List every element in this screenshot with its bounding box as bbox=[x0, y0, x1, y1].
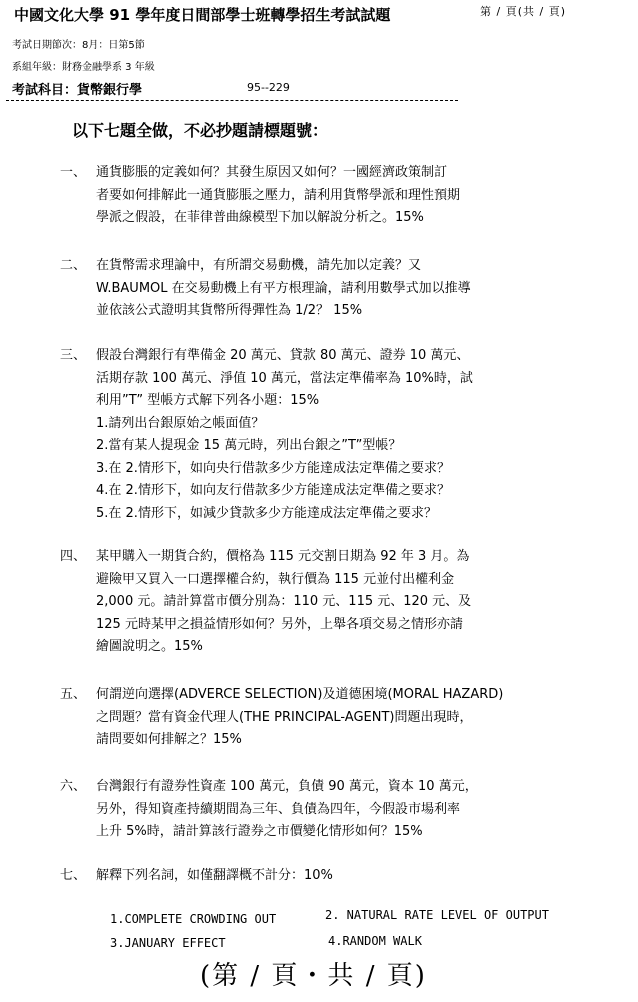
question-line: 之問題？當有資金代理人(THE PRINCIPAL-AGENT)問題出現時， bbox=[96, 709, 473, 725]
header-divider bbox=[6, 100, 458, 101]
question-3 bbox=[60, 345, 590, 525]
term-3: 3.JANUARY EFFECT bbox=[110, 936, 226, 950]
question-line: 何謂逆向選擇(ADVERCE SELECTION)及道德困境(MORAL HAZARD) bbox=[96, 687, 504, 702]
question-line: 125 元時某甲之損益情形如何？另外，上舉各項交易之情形亦請 bbox=[96, 616, 463, 632]
question-number: 四、 bbox=[60, 549, 87, 564]
question-line: 某甲購入一期貨合約，價格為 115 元交割日期為 92 年 3 月。為 bbox=[96, 549, 470, 564]
instructions: 以下七題全做，不必抄題請標題號： bbox=[72, 121, 329, 140]
question-line: 並依該公式證明其貨幣所得彈性為 1/2？ 15% bbox=[96, 303, 363, 318]
question-7 bbox=[60, 865, 590, 888]
question-line: W.BAUMOL 在交易動機上有平方根理論，請利用數學式加以推導 bbox=[96, 280, 471, 296]
question-number: 三、 bbox=[60, 348, 87, 363]
exam-date: 考試日期節次：8月：日第5節 bbox=[12, 40, 145, 51]
question-line: 繪圖說明之。15% bbox=[96, 639, 203, 654]
page-footer: (第 / 頁・共 / 頁) bbox=[200, 961, 427, 991]
question-line: 利用”T” 型帳方式解下列各小題：15% bbox=[96, 393, 320, 408]
question-line: 上升 5%時，請計算該行證券之市價變化情形如何？15% bbox=[96, 824, 423, 839]
question-number: 七、 bbox=[60, 868, 87, 883]
question-line: 通貨膨脹的定義如何？其發生原因又如何？一國經濟政策制訂 bbox=[96, 165, 448, 180]
question-line: 活期存款 100 萬元、淨值 10 萬元，當法定準備率為 10%時，試 bbox=[96, 370, 473, 386]
exam-code: 95--229 bbox=[247, 81, 290, 94]
question-line: 2.當有某人提現金 15 萬元時，列出台銀之”T”型帳？ bbox=[96, 438, 402, 453]
question-line: 4.在 2.情形下，如向友行借款多少方能達成法定準備之要求？ bbox=[96, 483, 450, 498]
question-number: 二、 bbox=[60, 258, 87, 273]
question-6 bbox=[60, 776, 590, 844]
grade-info: 系組年級：財務金融學系 3 年級 bbox=[12, 62, 155, 73]
question-number: 一、 bbox=[60, 165, 87, 180]
page-indicator: 第 / 頁(共 / 頁) bbox=[480, 5, 566, 18]
question-line: 另外，得知資產持續期間為三年、負債為四年，今假設市場利率 bbox=[96, 801, 461, 817]
question-number: 五、 bbox=[60, 687, 87, 702]
term-4: 4.RANDOM WALK bbox=[328, 934, 422, 948]
question-line: 3.在 2.情形下，如向央行借款多少方能達成法定準備之要求？ bbox=[96, 460, 450, 476]
question-line: 學派之假設，在菲律普曲線模型下加以解說分析之。15% bbox=[96, 210, 424, 225]
question-line: 5.在 2.情形下，如減少貸款多少方能達成法定準備之要求？ bbox=[96, 505, 437, 521]
question-number: 六、 bbox=[60, 779, 87, 794]
question-line: 假設台灣銀行有準備金 20 萬元、貸款 80 萬元、證券 10 萬元、 bbox=[96, 348, 470, 363]
exam-title: 中國文化大學 91 學年度日間部學士班轉學招生考試試題 bbox=[14, 6, 391, 24]
question-1 bbox=[60, 162, 590, 230]
question-line: 請問要如何排解之？15% bbox=[96, 732, 242, 747]
subject: 考試科目：貨幣銀行學 bbox=[12, 83, 143, 98]
question-line: 2,000 元。請計算當市價分別為：110 元、115 元、120 元、及 bbox=[96, 594, 472, 609]
question-line: 在貨幣需求理論中，有所謂交易動機，請先加以定義？又 bbox=[96, 258, 422, 273]
term-2: 2. NATURAL RATE LEVEL OF OUTPUT bbox=[325, 908, 549, 922]
question-5 bbox=[60, 684, 590, 752]
question-4 bbox=[60, 546, 590, 659]
question-line: 解釋下列名詞，如僅翻譯概不計分：10% bbox=[96, 868, 333, 883]
question-2 bbox=[60, 255, 590, 323]
question-line: 台灣銀行有證券性資產 100 萬元，負債 90 萬元，資本 10 萬元， bbox=[96, 779, 478, 794]
question-line: 避險甲又買入一口選擇權合約，執行價為 115 元並付出權利金 bbox=[96, 571, 455, 587]
term-1: 1.COMPLETE CROWDING OUT bbox=[110, 912, 277, 926]
question-line: 1.請列出台銀原始之帳面值？ bbox=[96, 415, 265, 431]
question-line: 者要如何排解此一通貨膨脹之壓力，請利用貨幣學派和理性預期 bbox=[96, 187, 461, 203]
